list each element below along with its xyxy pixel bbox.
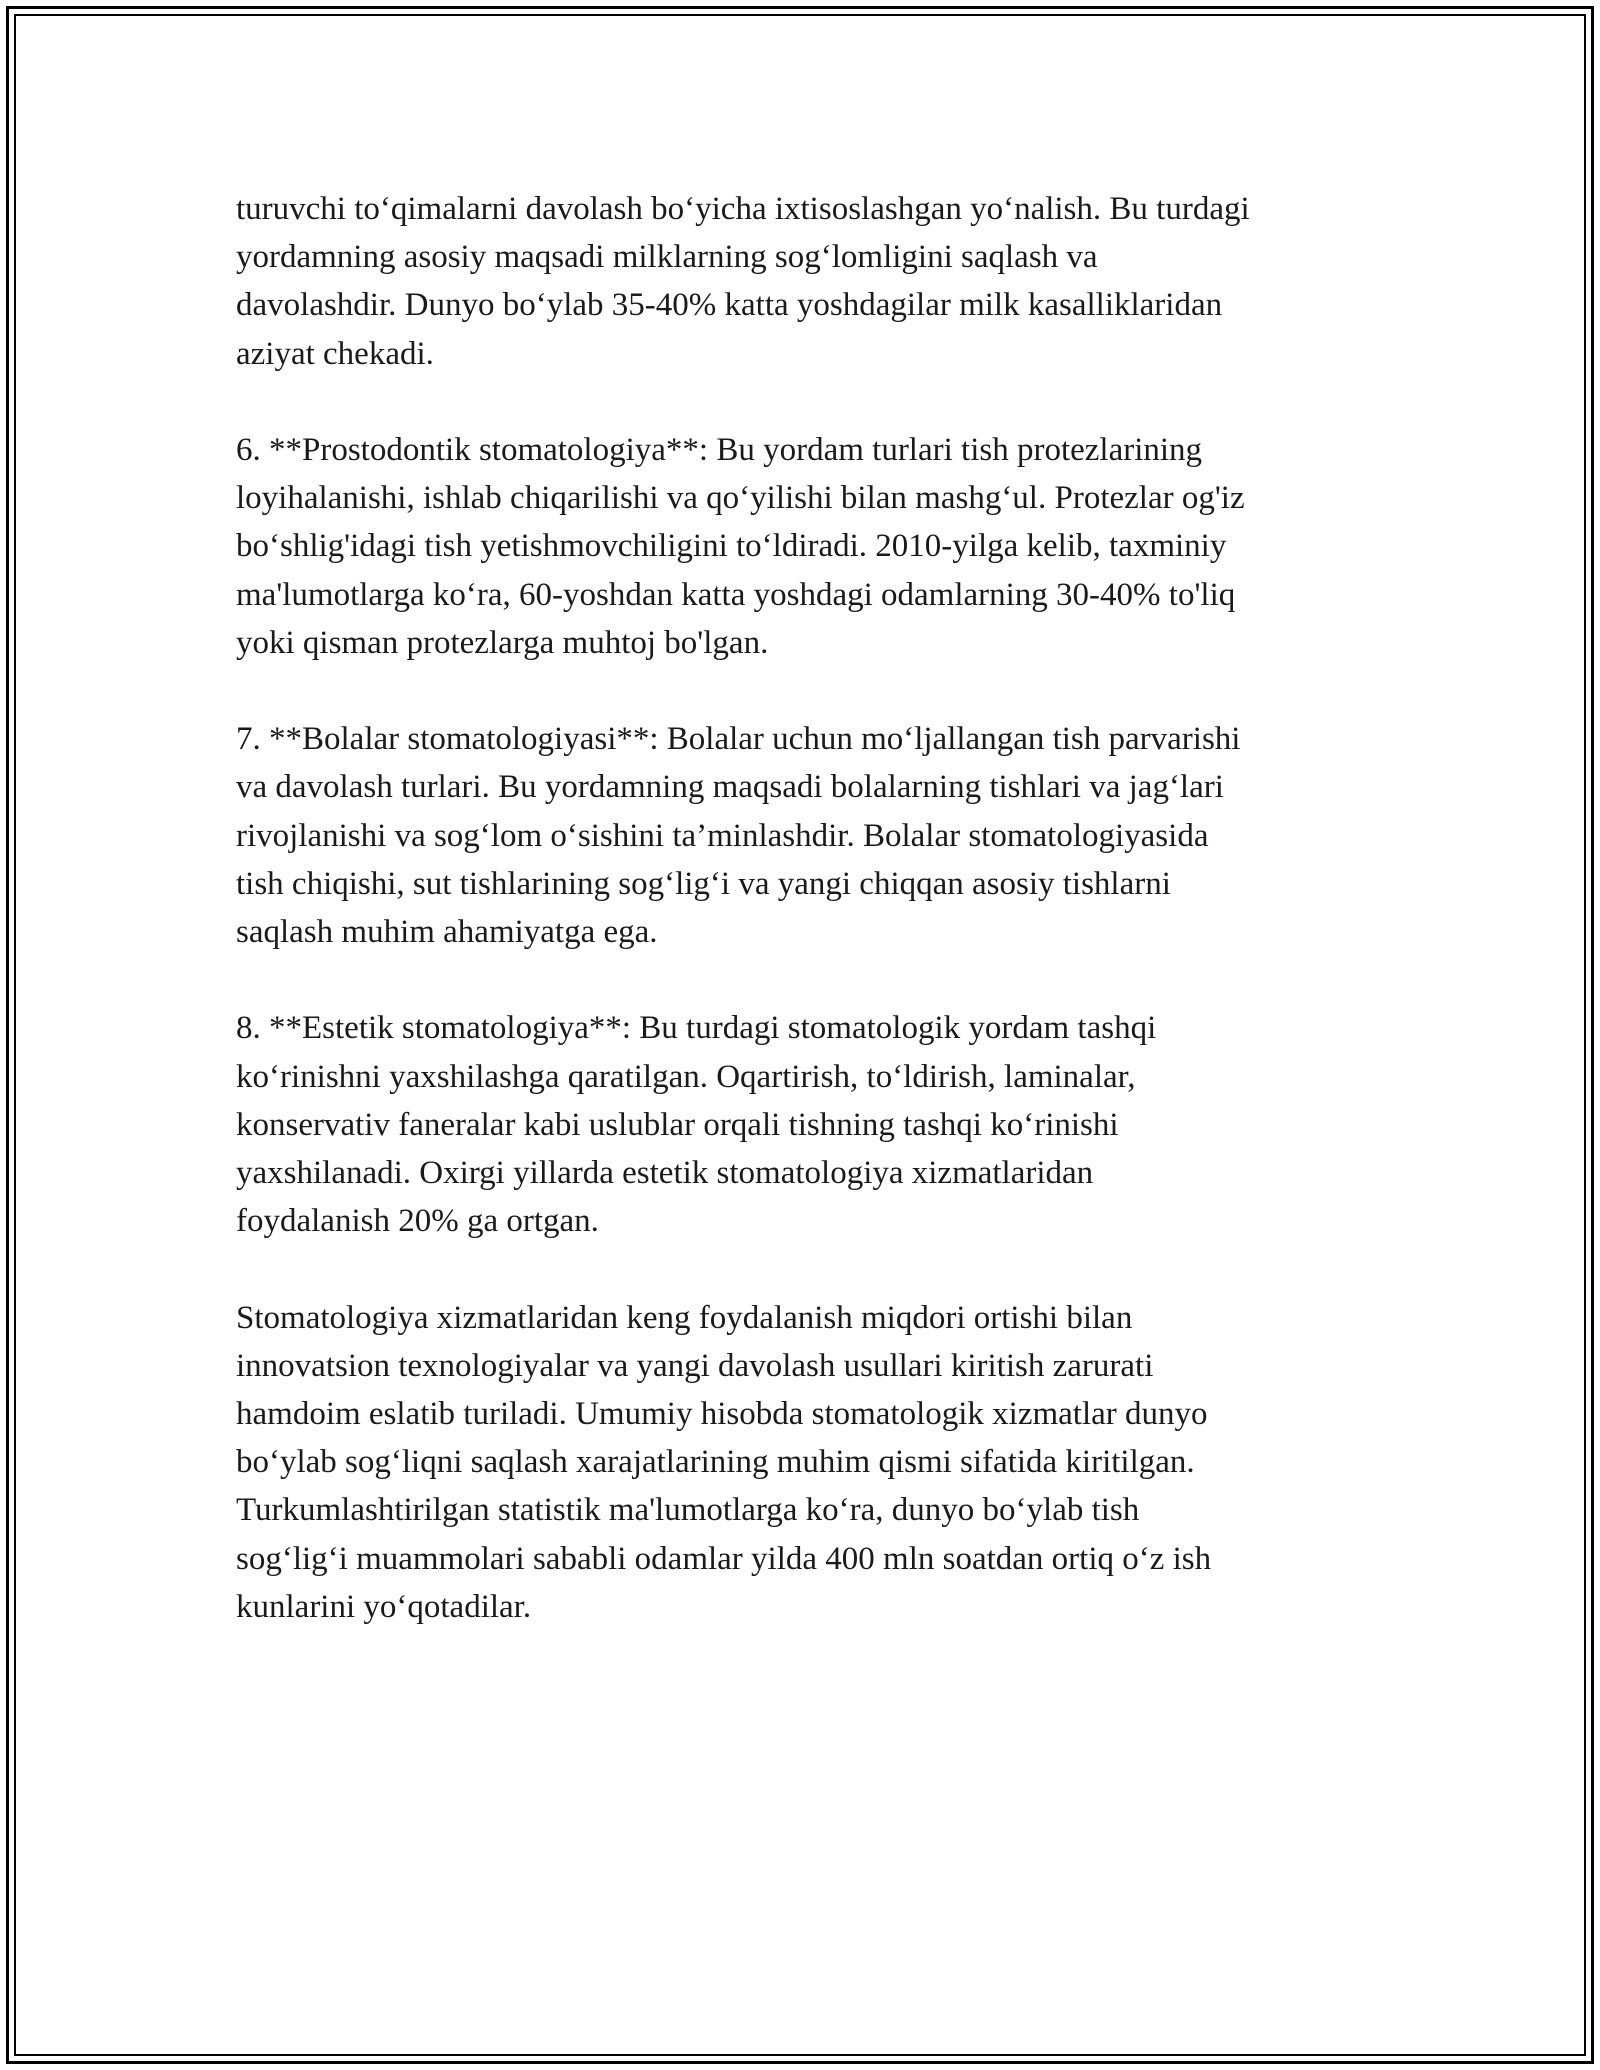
paragraph-pediatric: 7. **Bolalar stomatologiyasi**: Bolalar uchun mo‘ljallangan tish parvarishi va davolash turlari. Bu yordamning maqsadi bolalarning tishlari va jag‘lari rivojlanishi va sog‘lom o‘sishini ta’minlashdir. Bolalar stomatologiyasida tish chiqishi, sut tishlarining sog‘lig‘i va yangi chiqqan asosiy tishlarni saqlash muhim ahamiyatga ega. [236, 721, 1241, 951]
paragraph-prosthodontic: 6. **Prostodontik stomatologiya**: Bu yordam turlari tish protezlarining loyihalanishi, ishlab chiqarilishi va qo‘yilishi bilan mashg‘ul. Protezlar og'iz bo‘shlig'idagi tish yetishmovchiligini to‘ldiradi. 2010-yilga kelib, taxminiy ma'lumotlarga ko‘ra, 60-yoshdan katta yoshdagi odamlarning 30-40% to'liq yoki qisman protezlarga muhtoj bo'lgan. [236, 432, 1245, 661]
document-body [236, 185, 1386, 1679]
paragraph-periodontal-continuation: turuvchi to‘qimalarni davolash bo‘yicha ixtisoslashgan yo‘nalish. Bu turdagi yordamning asosiy maqsadi milklarning sog‘lomligini saqlash va davolashdir. Dunyo bo‘ylab 35-40% katta yoshdagilar milk kasalliklaridan aziyat chekadi. [236, 191, 1250, 372]
paragraph-aesthetic: 8. **Estetik stomatologiya**: Bu turdagi stomatologik yordam tashqi ko‘rinishni yaxshilashga qaratilgan. Oqartirish, to‘ldirish, laminalar, konservativ faneralar kabi uslublar orqali tishning tashqi ko‘rinishi yaxshilanadi. Oxirgi yillarda estetik stomatologiya xizmatlaridan foydalanish 20% ga ortgan. [236, 1010, 1157, 1240]
paragraph-conclusion: Stomatologiya xizmatlaridan keng foydalanish miqdori ortishi bilan innovatsion texnologiyalar va yangi davolash usullari kiritish zarurati hamdoim eslatib turiladi. Umumiy hisobda stomatologik xizmatlar dunyo bo‘ylab sog‘liqni saqlash xarajatlarining muhim qismi sifatida kiritilgan. Turkumlashtirilgan statistik ma'lumotlarga ko‘ra, dunyo bo‘ylab tish sog‘lig‘i muammolari sababli odamlar yilda 400 mln soatdan ortiq o‘z ish kunlarini yo‘qotadilar. [236, 1299, 1212, 1625]
